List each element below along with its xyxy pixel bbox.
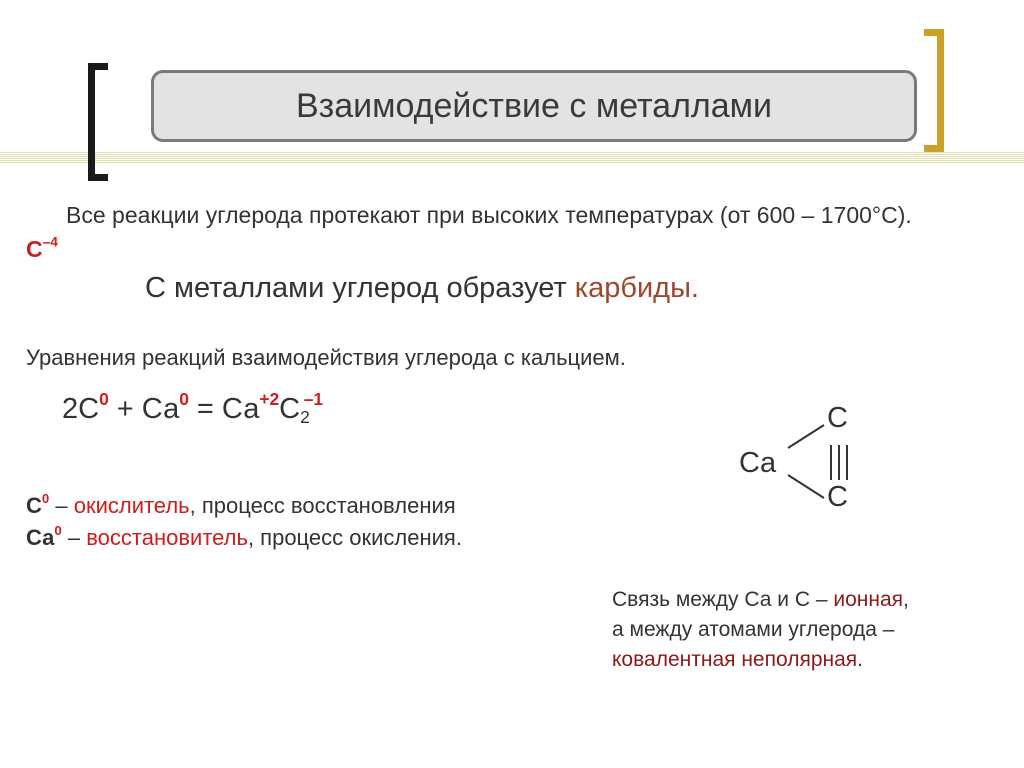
ionic-word: ионная: [833, 588, 904, 611]
slide-title: Взаимодействие с металлами: [295, 86, 773, 125]
title-box: [151, 70, 917, 142]
carbides-line: С металлами углерод образует карбиды.: [145, 272, 699, 304]
bond-line-2: а между атомами углерода –: [612, 618, 895, 641]
equations-heading: Уравнения реакций взаимодействия углерода с кальцием.: [26, 345, 626, 370]
header-stripe: [0, 152, 1024, 164]
structure-ca: Ca: [739, 447, 777, 479]
oxidizer-role: окислитель: [73, 493, 190, 518]
reducer-role: восстановитель: [86, 525, 248, 550]
right-bracket: [924, 29, 944, 152]
reaction-equation: $2С^0 + Са^0 = Са^{+2}С_2^{-1}$: [62, 388, 324, 428]
reducer-line: $Са^0$ – восстановитель, процесс окисления.: [26, 523, 462, 550]
redox-description: [26, 490, 462, 554]
intro-paragraph: [26, 198, 926, 266]
bond-description: [612, 585, 909, 675]
carbon-ion: $С^{-4}$: [26, 234, 58, 262]
left-bracket: [88, 63, 108, 181]
bond-line-3: ковалентная неполярная.: [612, 648, 863, 671]
ionic-bond-bottom: [788, 475, 824, 498]
intro-text: Все реакции углерода протекают при высоких температурах (от 600 – 1700°С).: [66, 202, 912, 228]
structure-c-bottom: C: [827, 481, 848, 513]
structure-c-top: C: [827, 402, 848, 434]
bond-line-1: Связь между Са и С – ионная,: [612, 588, 909, 611]
carbides-word: карбиды.: [574, 272, 699, 304]
covalent-words: ковалентная неполярная: [612, 648, 858, 671]
ionic-bond-top: [788, 425, 824, 448]
oxidizer-line: $С^0$ – окислитель, процесс восстановления: [26, 491, 456, 518]
